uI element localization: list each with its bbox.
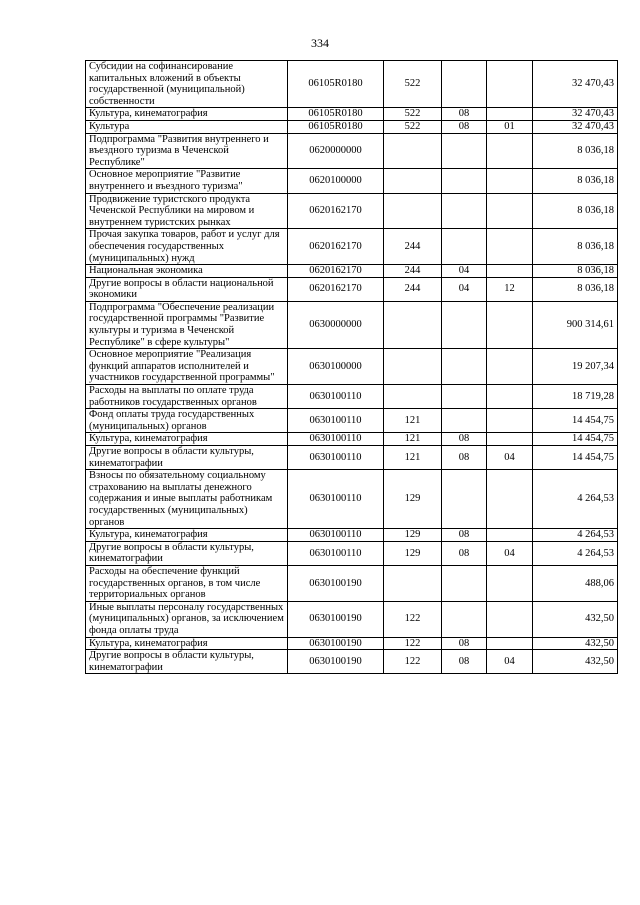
row-expense-type-cell: 129 <box>384 529 442 542</box>
row-amount-cell: 18 719,28 <box>533 385 618 409</box>
table-row <box>86 601 618 637</box>
row-subsection-cell <box>487 529 533 542</box>
row-name-cell: Основное мероприятие "Реализация функций аппаратов исполнителей и участников государственной программы" <box>86 349 288 385</box>
row-name-cell: Другие вопросы в области культуры, кинематографии <box>86 650 288 674</box>
table-row <box>86 229 618 265</box>
row-subsection-cell: 01 <box>487 120 533 133</box>
row-amount-cell: 432,50 <box>533 601 618 637</box>
row-section-cell <box>442 349 487 385</box>
row-code-cell: 0630100190 <box>288 637 384 650</box>
row-amount-cell: 19 207,34 <box>533 349 618 385</box>
row-expense-type-cell <box>384 385 442 409</box>
table-row <box>86 650 618 674</box>
row-section-cell: 08 <box>442 108 487 121</box>
row-name-cell: Расходы на обеспечение функций государственных органов, в том числе территориальных органов <box>86 565 288 601</box>
page-number: 334 <box>311 36 329 50</box>
row-amount-cell: 488,06 <box>533 565 618 601</box>
row-subsection-cell <box>487 409 533 433</box>
row-subsection-cell <box>487 133 533 169</box>
row-code-cell: 0630100190 <box>288 565 384 601</box>
row-subsection-cell <box>487 601 533 637</box>
row-subsection-cell: 04 <box>487 446 533 470</box>
table-row <box>86 409 618 433</box>
row-amount-cell: 900 314,61 <box>533 301 618 348</box>
row-name-cell: Субсидии на софинансирование капитальных вложений в объекты государственной (муниципальной) собственности <box>86 61 288 108</box>
row-name-cell: Основное мероприятие "Развитие внутреннего и въездного туризма" <box>86 169 288 193</box>
row-expense-type-cell <box>384 301 442 348</box>
row-expense-type-cell: 129 <box>384 541 442 565</box>
row-name-cell: Культура, кинематография <box>86 108 288 121</box>
row-expense-type-cell: 122 <box>384 650 442 674</box>
row-name-cell: Другие вопросы в области национальной экономики <box>86 277 288 301</box>
row-name-cell: Подпрограмма "Развития внутреннего и въездного туризма в Чеченской Республике" <box>86 133 288 169</box>
row-expense-type-cell: 244 <box>384 277 442 301</box>
table-row <box>86 541 618 565</box>
row-section-cell <box>442 409 487 433</box>
table-row <box>86 133 618 169</box>
table-row <box>86 108 618 121</box>
table-row <box>86 529 618 542</box>
row-name-cell: Расходы на выплаты по оплате труда работников государственных органов <box>86 385 288 409</box>
row-subsection-cell <box>487 193 533 229</box>
row-code-cell: 0630100110 <box>288 409 384 433</box>
row-name-cell: Культура, кинематография <box>86 529 288 542</box>
row-amount-cell: 4 264,53 <box>533 529 618 542</box>
row-code-cell: 0620162170 <box>288 229 384 265</box>
row-code-cell: 0620162170 <box>288 277 384 301</box>
row-code-cell: 0630100110 <box>288 470 384 529</box>
row-amount-cell: 32 470,43 <box>533 108 618 121</box>
row-name-cell: Культура, кинематография <box>86 637 288 650</box>
row-section-cell: 04 <box>442 265 487 278</box>
row-expense-type-cell: 522 <box>384 61 442 108</box>
row-amount-cell: 14 454,75 <box>533 446 618 470</box>
row-amount-cell: 432,50 <box>533 650 618 674</box>
row-expense-type-cell: 522 <box>384 108 442 121</box>
row-subsection-cell <box>487 385 533 409</box>
row-code-cell: 0630100110 <box>288 433 384 446</box>
row-amount-cell: 4 264,53 <box>533 541 618 565</box>
table-row <box>86 265 618 278</box>
table-row <box>86 446 618 470</box>
row-section-cell <box>442 229 487 265</box>
budget-table <box>85 60 618 674</box>
row-expense-type-cell <box>384 193 442 229</box>
row-amount-cell: 32 470,43 <box>533 61 618 108</box>
row-amount-cell: 432,50 <box>533 637 618 650</box>
table-row <box>86 433 618 446</box>
row-expense-type-cell: 244 <box>384 265 442 278</box>
row-subsection-cell <box>487 301 533 348</box>
row-expense-type-cell: 122 <box>384 637 442 650</box>
row-code-cell: 06105R0180 <box>288 108 384 121</box>
row-section-cell: 08 <box>442 637 487 650</box>
row-section-cell <box>442 385 487 409</box>
row-amount-cell: 8 036,18 <box>533 277 618 301</box>
row-code-cell: 0630100110 <box>288 446 384 470</box>
row-amount-cell: 14 454,75 <box>533 409 618 433</box>
row-section-cell: 08 <box>442 541 487 565</box>
table-row <box>86 470 618 529</box>
row-amount-cell: 8 036,18 <box>533 193 618 229</box>
row-section-cell <box>442 169 487 193</box>
row-code-cell: 0630100190 <box>288 601 384 637</box>
row-name-cell: Другие вопросы в области культуры, кинематографии <box>86 446 288 470</box>
row-expense-type-cell: 121 <box>384 433 442 446</box>
table-row <box>86 565 618 601</box>
row-section-cell: 08 <box>442 650 487 674</box>
row-code-cell: 0630100110 <box>288 385 384 409</box>
table-row <box>86 301 618 348</box>
row-section-cell <box>442 470 487 529</box>
row-name-cell: Взносы по обязательному социальному страхованию на выплаты денежного содержания и иные выплаты работникам государственных (муниципальных) органов <box>86 470 288 529</box>
row-section-cell: 08 <box>442 529 487 542</box>
table-row <box>86 349 618 385</box>
row-section-cell: 04 <box>442 277 487 301</box>
row-name-cell: Национальная экономика <box>86 265 288 278</box>
row-code-cell: 06105R0180 <box>288 120 384 133</box>
row-expense-type-cell <box>384 349 442 385</box>
row-section-cell <box>442 601 487 637</box>
row-subsection-cell <box>487 169 533 193</box>
row-expense-type-cell: 121 <box>384 409 442 433</box>
row-code-cell: 0630100110 <box>288 541 384 565</box>
row-amount-cell: 8 036,18 <box>533 169 618 193</box>
row-amount-cell: 14 454,75 <box>533 433 618 446</box>
row-code-cell: 0630100190 <box>288 650 384 674</box>
row-subsection-cell: 04 <box>487 650 533 674</box>
row-subsection-cell: 04 <box>487 541 533 565</box>
row-code-cell: 0630100110 <box>288 529 384 542</box>
row-amount-cell: 8 036,18 <box>533 133 618 169</box>
row-subsection-cell <box>487 61 533 108</box>
row-name-cell: Культура <box>86 120 288 133</box>
row-expense-type-cell <box>384 565 442 601</box>
row-code-cell: 0620100000 <box>288 169 384 193</box>
row-expense-type-cell: 121 <box>384 446 442 470</box>
row-expense-type-cell: 129 <box>384 470 442 529</box>
row-amount-cell: 32 470,43 <box>533 120 618 133</box>
row-expense-type-cell: 122 <box>384 601 442 637</box>
row-expense-type-cell <box>384 169 442 193</box>
row-code-cell: 0630000000 <box>288 301 384 348</box>
table-row <box>86 637 618 650</box>
row-subsection-cell: 12 <box>487 277 533 301</box>
row-section-cell: 08 <box>442 433 487 446</box>
table-row <box>86 169 618 193</box>
table-row <box>86 277 618 301</box>
row-expense-type-cell: 522 <box>384 120 442 133</box>
budget-table-body <box>86 61 618 674</box>
row-subsection-cell <box>487 349 533 385</box>
row-subsection-cell <box>487 229 533 265</box>
row-expense-type-cell: 244 <box>384 229 442 265</box>
row-code-cell: 0620000000 <box>288 133 384 169</box>
table-row <box>86 120 618 133</box>
row-name-cell: Прочая закупка товаров, работ и услуг для обеспечения государственных (муниципальных) нужд <box>86 229 288 265</box>
row-code-cell: 0620162170 <box>288 193 384 229</box>
row-section-cell <box>442 61 487 108</box>
row-amount-cell: 4 264,53 <box>533 470 618 529</box>
row-subsection-cell <box>487 108 533 121</box>
row-section-cell <box>442 301 487 348</box>
row-subsection-cell <box>487 565 533 601</box>
row-subsection-cell <box>487 265 533 278</box>
row-name-cell: Другие вопросы в области культуры, кинематографии <box>86 541 288 565</box>
row-name-cell: Продвижение туристского продукта Чеченской Республики на мировом и внутреннем туристских рынках <box>86 193 288 229</box>
row-code-cell: 0620162170 <box>288 265 384 278</box>
row-subsection-cell <box>487 470 533 529</box>
table-row <box>86 385 618 409</box>
row-name-cell: Фонд оплаты труда государственных (муниципальных) органов <box>86 409 288 433</box>
row-amount-cell: 8 036,18 <box>533 265 618 278</box>
row-section-cell <box>442 133 487 169</box>
row-section-cell <box>442 193 487 229</box>
row-amount-cell: 8 036,18 <box>533 229 618 265</box>
table-row <box>86 193 618 229</box>
row-name-cell: Иные выплаты персоналу государственных (муниципальных) органов, за исключением фонда оплаты труда <box>86 601 288 637</box>
row-section-cell: 08 <box>442 446 487 470</box>
table-row <box>86 61 618 108</box>
row-subsection-cell <box>487 433 533 446</box>
row-subsection-cell <box>487 637 533 650</box>
row-section-cell: 08 <box>442 120 487 133</box>
row-expense-type-cell <box>384 133 442 169</box>
row-name-cell: Культура, кинематография <box>86 433 288 446</box>
row-code-cell: 0630100000 <box>288 349 384 385</box>
row-section-cell <box>442 565 487 601</box>
row-code-cell: 06105R0180 <box>288 61 384 108</box>
row-name-cell: Подпрограмма "Обеспечение реализации государственной программы "Развитие культуры и туризма в Чеченской Республике" в сфере культуры" <box>86 301 288 348</box>
